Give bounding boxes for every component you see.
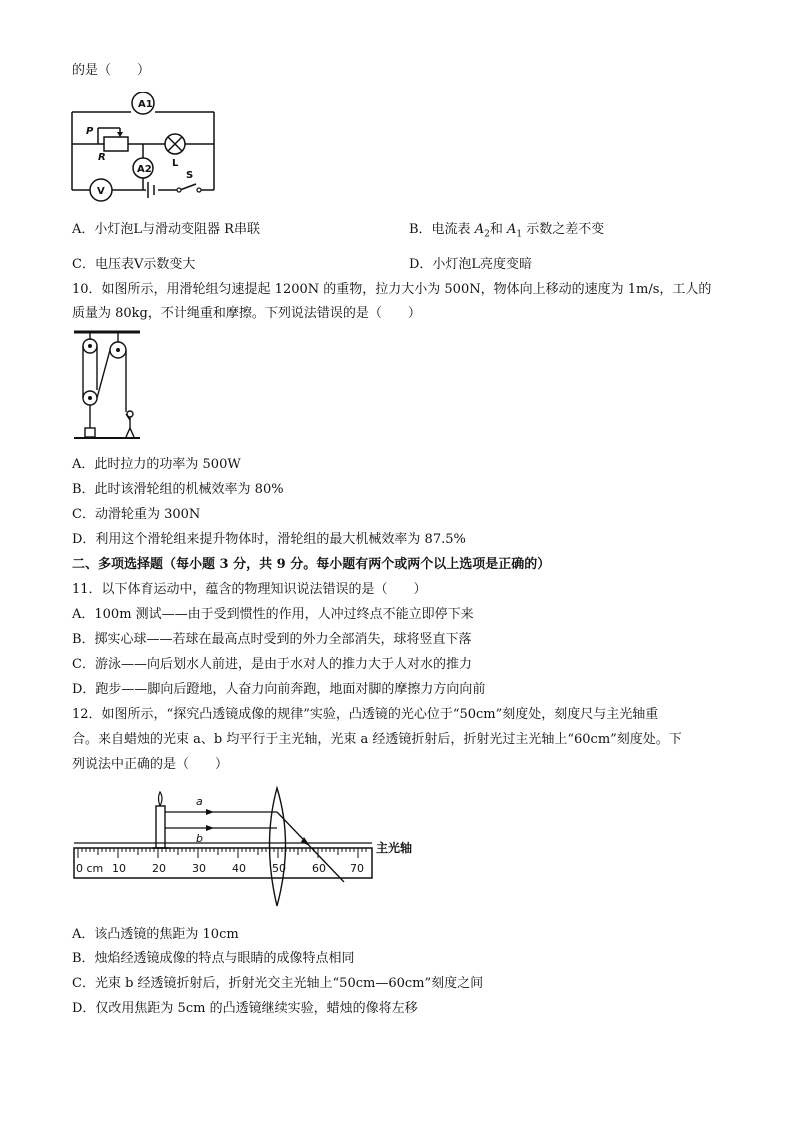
q12-stem-line3: 列说法中正确的是（ ） bbox=[72, 757, 229, 772]
tick-label-50: 50 bbox=[272, 862, 286, 875]
q10-stem-line1: 10．如图所示，用滑轮组匀速提起 1200N 的重物，拉力大小为 500N，物体向上移动的速度为 1m/s，工人的 bbox=[72, 282, 712, 297]
q9-option-d: D．小灯泡L亮度变暗 bbox=[409, 257, 533, 272]
q12-option-c: C．光束 b 经透镜折射后，折射光交主光轴上“50cm—60cm”刻度之间 bbox=[72, 976, 484, 991]
tick-label-0: 0 cm bbox=[76, 862, 104, 875]
tick-label-70: 70 bbox=[350, 862, 364, 875]
q9-option-c: C．电压表V示数变大 bbox=[72, 257, 196, 272]
q12-option-d: D．仅改用焦距为 5cm 的凸透镜继续实验，蜡烛的像将左移 bbox=[72, 1001, 418, 1016]
q12-stem-line2: 合。来自蜡烛的光束 a、b 均平行于主光轴，光束 a 经透镜折射后，折射光过主光轴上“60cm”刻度处。下 bbox=[72, 732, 682, 747]
q11-option-b: B．掷实心球——若球在最高点时受到的外力全部消失，球将竖直下落 bbox=[72, 632, 472, 647]
q10-option-d: D．利用这个滑轮组来提升物体时，滑轮组的最大机械效率为 87.5% bbox=[72, 532, 466, 547]
label-a2: A2 bbox=[137, 164, 152, 175]
q11-option-c: C．游泳——向后划水人前进，是由于水对人的推力大于人对水的推力 bbox=[72, 657, 472, 672]
q9-stem-tail: 的是（ ） bbox=[72, 63, 151, 78]
label-p: P bbox=[86, 126, 94, 137]
q11-option-a: A．100m 测试——由于受到惯性的作用，人冲过终点不能立即停下来 bbox=[72, 607, 474, 622]
q11-stem: 11．以下体育运动中，蕴含的物理知识说法错误的是（ ） bbox=[72, 582, 427, 597]
q12-stem-line1: 12．如图所示，“探究凸透镜成像的规律”实验，凸透镜的光心位于“50cm”刻度处，刻度尺与主光轴重 bbox=[72, 707, 659, 722]
q10-option-c: C．动滑轮重为 300N bbox=[72, 507, 201, 522]
tick-label-40: 40 bbox=[232, 862, 246, 875]
tick-label-30: 30 bbox=[192, 862, 206, 875]
label-beam-b: b bbox=[196, 832, 203, 845]
label-r: R bbox=[98, 152, 106, 163]
label-a1: A1 bbox=[138, 99, 153, 110]
label-v: V bbox=[97, 186, 105, 197]
label-s: S bbox=[186, 170, 194, 181]
q10-option-b: B．此时该滑轮组的机械效率为 80% bbox=[72, 482, 284, 497]
q12-option-b: B．烛焰经透镜成像的特点与眼睛的成像特点相同 bbox=[72, 951, 355, 966]
q12-option-a: A．该凸透镜的焦距为 10cm bbox=[72, 927, 239, 942]
label-beam-a: a bbox=[196, 795, 203, 808]
q9-option-a: A．小灯泡L与滑动变阻器 R串联 bbox=[72, 222, 260, 237]
circuit-diagram bbox=[68, 92, 218, 202]
pulley-diagram bbox=[72, 328, 142, 448]
tick-label-60: 60 bbox=[312, 862, 326, 875]
tick-label-10: 10 bbox=[112, 862, 126, 875]
q10-option-a: A．此时拉力的功率为 500W bbox=[72, 457, 241, 472]
q10-stem-line2: 质量为 80kg，不计绳重和摩擦。下列说法错误的是（ ） bbox=[72, 306, 421, 321]
lens-bench-diagram bbox=[72, 780, 432, 910]
section-heading-multi-choice: 二、多项选择题（每小题 3 分，共 9 分。每小题有两个或两个以上选项是正确的） bbox=[72, 557, 551, 572]
label-main-axis: 主光轴 bbox=[376, 841, 413, 855]
label-l: L bbox=[172, 158, 179, 169]
q9-option-b: B．电流表 $A_2$和 $A_1$ 示数之差不变 bbox=[409, 222, 605, 240]
tick-label-20: 20 bbox=[152, 862, 166, 875]
q11-option-d: D．跑步——脚向后蹬地，人奋力向前奔跑，地面对脚的摩擦力方向向前 bbox=[72, 682, 486, 697]
